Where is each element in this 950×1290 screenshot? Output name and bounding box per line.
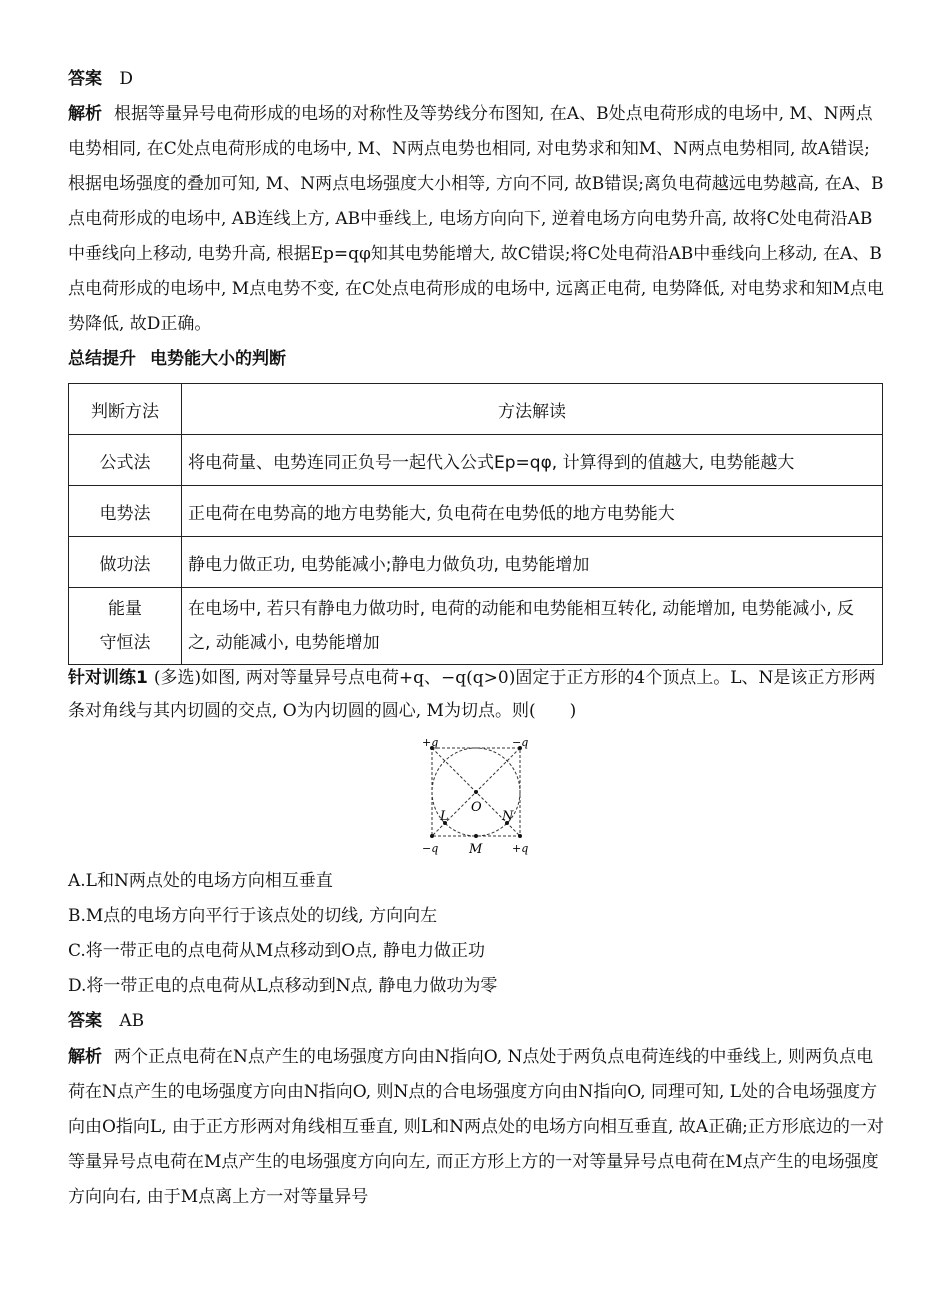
label-top-left: +q (422, 736, 439, 749)
option-a: A.L和N两点处的电场方向相互垂直 (68, 871, 333, 891)
table-cell-method: 做功法 (69, 537, 182, 588)
label-top-right: −q (512, 736, 529, 749)
center-point (474, 790, 478, 794)
table-row (69, 537, 883, 588)
analysis-2-text: 两个正点电荷在N点产生的电场强度方向由N指向O, N点处于两负点电荷连线的中垂线上, 则两负点电荷在N点产生的电场强度方向由N指向O, 则N点的合电场强度方向由N指向O, 同理可知, L处的合电场强度方向由O指向L, 由于正方形两对角线相互垂直, 则L和N两点处的电场方向相互垂直, 故A正确;正方形底边的一对等量异号点电荷在M点产生的电场强度方向向左, 而正方形上方的一对等量异号点电荷在M点产生的电场强度方向向右, 由于M点离上方一对等量异号 (68, 1047, 884, 1207)
table-cell-desc: 静电力做正功, 电势能减小;静电力做负功, 电势能增加 (182, 537, 883, 588)
analysis-1-text: 根据等量异号电荷形成的电场的对称性及等势线分布图知, 在A、B处点电荷形成的电场中, M、N两点电势相同, 在C处点电荷形成的电场中, M、N两点电势也相同, 对电势求和知M、N两点电势相同, 故A错误;根据电场强度的叠加可知, M、N两点电场强度大小相等, 方向不同, 故B错误;离负电荷越远电势越高, 在A、B点电荷形成的电场中, AB连线上方, AB中垂线上, 电场方向向下, 逆着电场方向电势升高, 故将C处电荷沿AB中垂线向上移动, 电势升高, 根据Ep=qφ知其电势能增大, 故C错误;将C处电荷沿AB中垂线向上移动, 在A、B点电荷形成的电场中, M点电势不变, 在C处点电荷形成的电场中, 远离正电荷, 电势降低, 对电势求和知M点电势降低, 故D正确。 (68, 104, 884, 334)
option-c: C.将一带正电的点电荷从M点移动到O点, 静电力做正功 (68, 941, 485, 961)
table-cell-method: 电势法 (69, 486, 182, 537)
table-header-row (69, 384, 883, 435)
answer-1-label: 答案 (68, 69, 102, 89)
table-cell-desc: 将电荷量、电势连同正负号一起代入公式Ep=qφ, 计算得到的值越大, 电势能越大 (182, 435, 883, 486)
summary-heading (68, 344, 286, 369)
label-m: M (469, 842, 483, 857)
point-m (474, 834, 478, 838)
table-row (69, 435, 883, 486)
table-cell-method (69, 588, 182, 665)
table-cell-method-line1: 能量 (108, 599, 142, 619)
charge-dot (430, 834, 434, 838)
analysis-2 (68, 1040, 884, 1215)
answer-1-value: D (119, 69, 134, 89)
answer-2-value: AB (119, 1011, 145, 1031)
analysis-1-label: 解析 (68, 104, 102, 124)
answer-2-label: 答案 (68, 1011, 102, 1031)
charge-dot (518, 834, 522, 838)
question (68, 662, 884, 728)
table-header-method: 判断方法 (69, 384, 182, 435)
table-cell-method-line2: 守恒法 (99, 633, 151, 653)
table-row (69, 486, 883, 537)
answer-1 (68, 64, 133, 94)
label-n: N (502, 809, 514, 824)
table-header-desc: 方法解读 (182, 384, 883, 435)
option-d: D.将一带正电的点电荷从L点移动到N点, 静电力做功为零 (68, 976, 498, 996)
table-cell-desc: 在电场中, 若只有静电力做功时, 电荷的动能和电势能相互转化, 动能增加, 电势能减小, 反之, 动能减小, 电势能增加 (182, 588, 883, 665)
label-l: L (440, 809, 449, 824)
analysis-1 (68, 97, 884, 342)
label-bottom-left: −q (422, 842, 439, 855)
option-b: B.M点的电场方向平行于该点处的切线, 方向向左 (68, 906, 438, 926)
summary-title: 电势能大小的判断 (150, 349, 286, 369)
label-center: O (471, 800, 482, 815)
answer-2 (68, 1006, 144, 1036)
label-bottom-right: +q (512, 842, 529, 855)
square-charge-figure (418, 736, 534, 858)
analysis-2-label: 解析 (68, 1047, 102, 1067)
methods-table (68, 383, 883, 665)
table-cell-desc: 正电荷在电势高的地方电势能大, 负电荷在电势低的地方电势能大 (182, 486, 883, 537)
question-label: 针对训练1 (68, 668, 148, 688)
question-text: (多选)如图, 两对等量异号点电荷+q、−q(q>0)固定于正方形的4个顶点上。L、N是该正方形两条对角线与其内切圆的交点, O为内切圆的圆心, M为切点。则( ) (68, 668, 876, 721)
table-row (69, 588, 883, 665)
summary-label: 总结提升 (68, 349, 136, 369)
table-cell-method: 公式法 (69, 435, 182, 486)
